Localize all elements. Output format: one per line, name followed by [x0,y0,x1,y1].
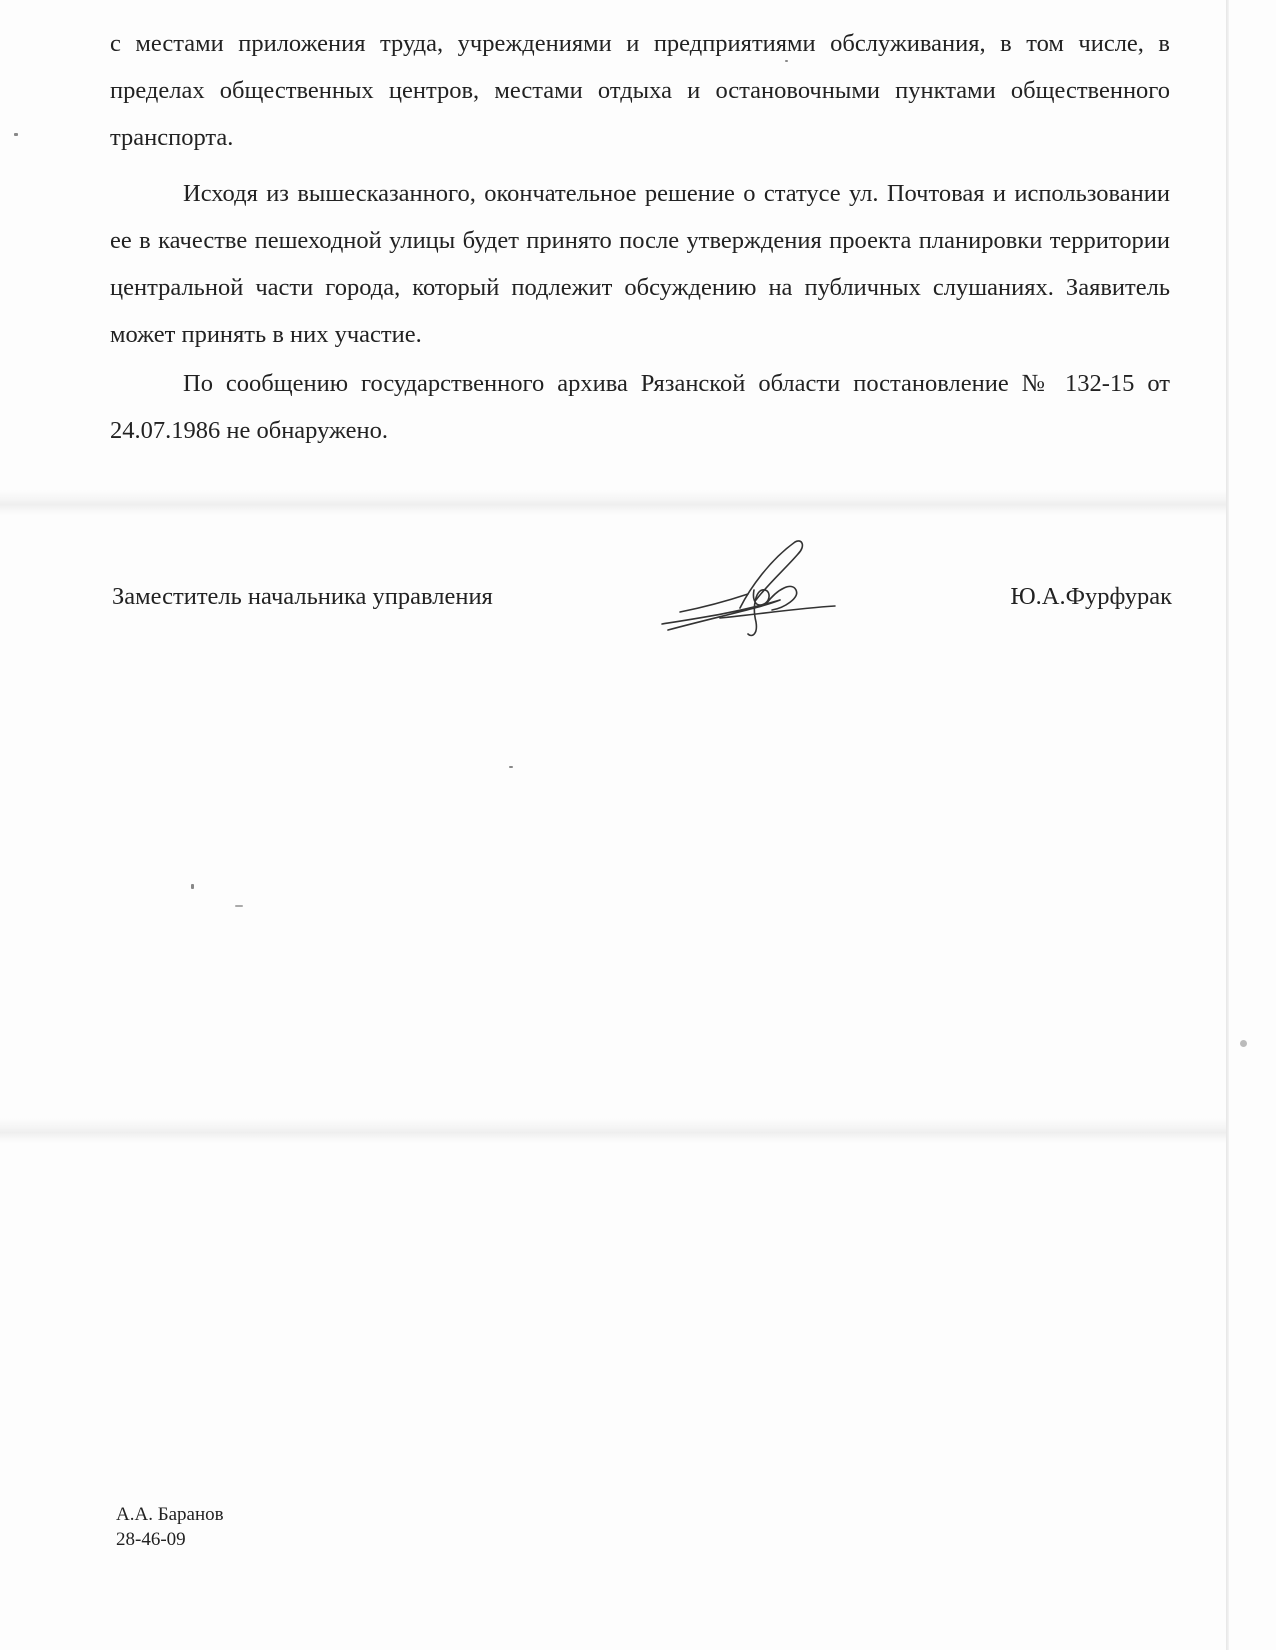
executor-phone: 28-46-09 [116,1529,186,1550]
scan-speck [235,905,243,907]
signatory-position: Заместитель начальника управления [112,583,493,610]
paper-fold-line [0,1118,1226,1144]
body-paragraph: Исходя из вышесказанного, окончательное решение о статусе ул. Почтовая и использовании ее в качестве пешеходной улицы будет принято после утверждения проекта планировки территории центральной части города, который подлежит обсуждению на публичных слушаниях. Заявитель может принять в них участие. [110,180,1170,348]
signature-icon [660,538,840,640]
executor-footer [116,1502,224,1552]
scan-speck [509,766,513,768]
paper-fold-line [0,490,1226,516]
signatory-name: Ю.А.Фурфурак [1010,583,1172,610]
scan-speck [1240,1040,1247,1047]
signature-block [112,583,1172,623]
body-paragraph: По сообщению государственного архива Рязанской области постановление № 132-15 от 24.07.1986 не обнаружено. [110,370,1170,444]
page-edge [1226,0,1229,1650]
scan-speck [191,884,194,889]
body-paragraph: с местами приложения труда, учреждениями и предприятиями обслуживания, в том числе, в пределах общественных центров, местами отдыха и остановочными пунктами общественного транспорта. [110,30,1170,151]
scan-speck [14,133,18,136]
executor-name: А.А. Баранов [116,1504,224,1525]
